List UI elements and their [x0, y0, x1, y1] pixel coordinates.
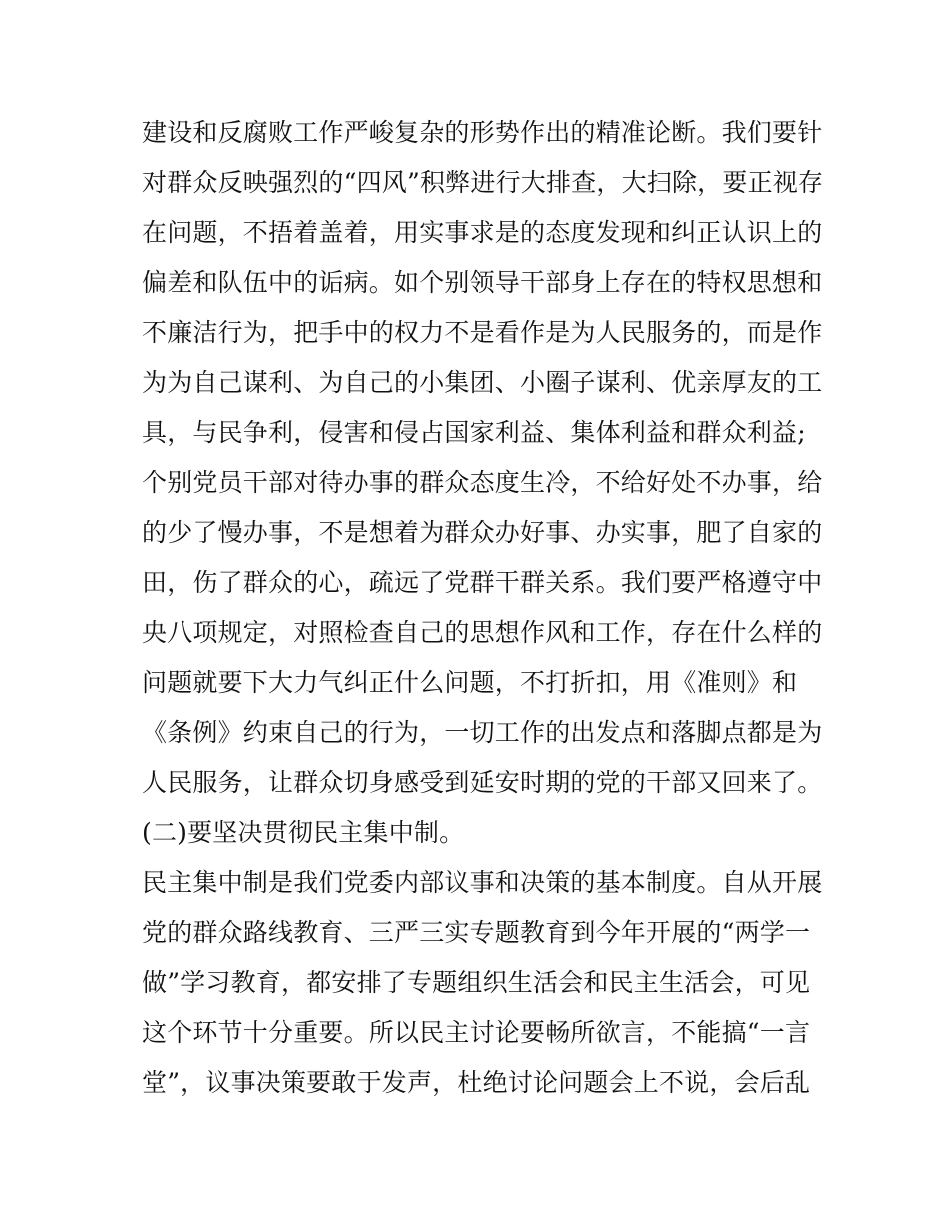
text-line: 为为自己谋利、为自己的小集团、小圈子谋利、优亲厚友的工: [142, 368, 823, 397]
text-line: 《条例》约束自己的行为，一切工作的出发点和落脚点都是为: [142, 718, 823, 747]
text-line: 田，伤了群众的心，疏远了党群干群关系。我们要严格遵守中: [142, 568, 823, 597]
text-line: 做”学习教育，都安排了专题组织生活会和民主生活会，可见: [142, 968, 811, 997]
body-text: [142, 108, 822, 1108]
text-line: 央八项规定，对照检查自己的思想作风和工作，存在什么样的: [142, 618, 823, 647]
text-line: 堂”，议事决策要敢于发声，杜绝讨论问题会上不说，会后乱: [142, 1068, 811, 1097]
section-heading: (二)要坚决贯彻民主集中制。: [142, 818, 465, 847]
text-line: 问题就要下大力气纠正什么问题，不打折扣，用《准则》和: [142, 668, 798, 697]
text-line: 民主集中制是我们党委内部议事和决策的基本制度。自从开展: [142, 868, 823, 897]
text-line: 对群众反映强烈的“四风”积弊进行大排查，大扫除，要正视存: [142, 168, 824, 197]
text-line: 在问题，不捂着盖着，用实事求是的态度发现和纠正认识上的: [142, 218, 823, 247]
text-line: 不廉洁行为，把手中的权力不是看作是为人民服务的，而是作: [142, 318, 823, 347]
text-line: 个别党员干部对待办事的群众态度生冷，不给好处不办事，给: [142, 468, 823, 497]
text-line: 具，与民争利，侵害和侵占国家利益、集体利益和群众利益;: [142, 418, 806, 447]
text-line: 偏差和队伍中的诟病。如个别领导干部身上存在的特权思想和: [142, 268, 823, 297]
text-line: 的少了慢办事，不是想着为群众办好事、办实事，肥了自家的: [142, 518, 823, 547]
text-line: 这个环节十分重要。所以民主讨论要畅所欲言，不能搞“一言: [142, 1018, 811, 1047]
text-line: 建设和反腐败工作严峻复杂的形势作出的精准论断。我们要针: [142, 118, 823, 147]
text-line: 人民服务，让群众切身感受到延安时期的党的干部又回来了。: [142, 768, 823, 797]
text-line: 党的群众路线教育、三严三实专题教育到今年开展的“两学一: [142, 918, 811, 947]
